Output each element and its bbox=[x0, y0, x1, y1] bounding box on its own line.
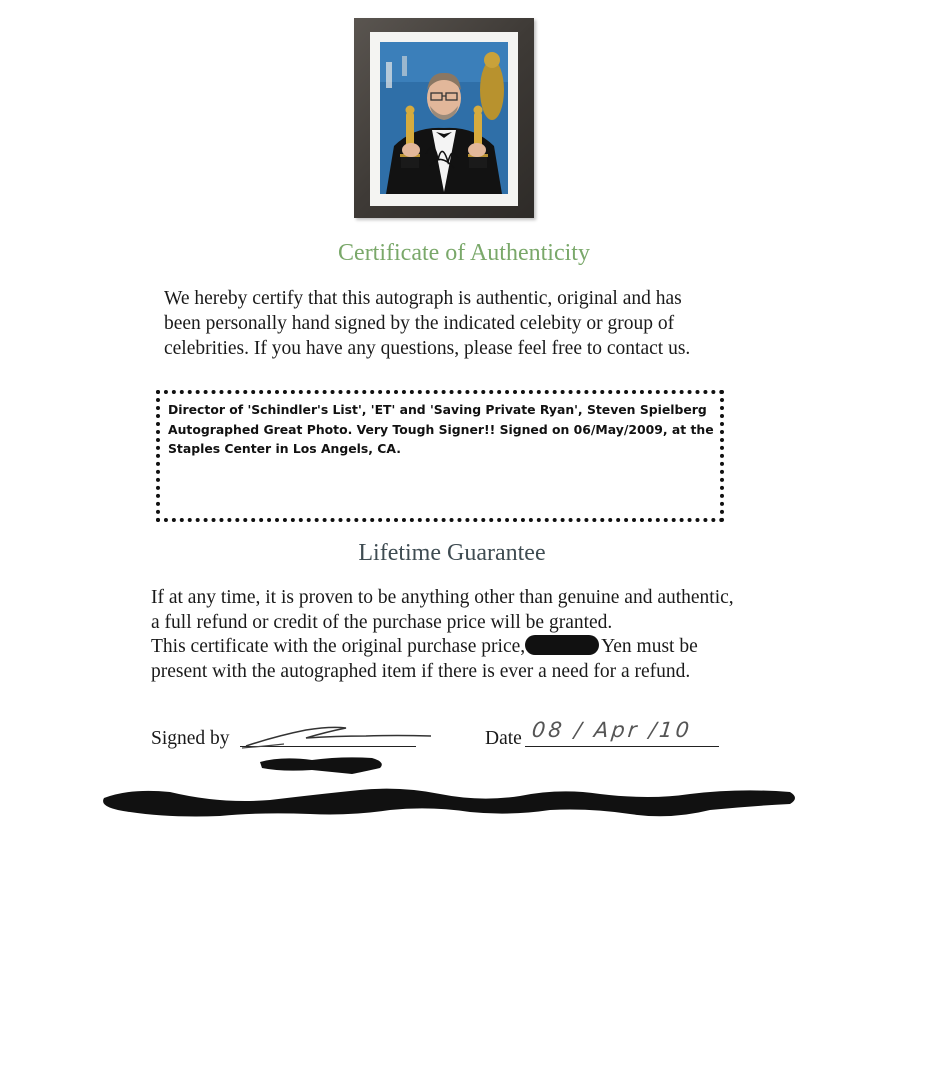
price-line-before: This certificate with the original purchase price, bbox=[151, 636, 526, 657]
description-line: Director of 'Schindler's List', 'ET' and 'Saving Private Ryan', Steven Spielberg bbox=[168, 402, 707, 417]
description-line: Autographed Great Photo. Very Tough Signer!! Signed on 06/May/2009, at the bbox=[168, 421, 714, 437]
photo-frame bbox=[354, 18, 534, 218]
item-description-box bbox=[156, 390, 724, 522]
photo-mat bbox=[370, 32, 518, 206]
name-redaction bbox=[252, 748, 392, 780]
guarantee-price-line bbox=[151, 635, 811, 660]
date-value: 08 / Apr /10 bbox=[530, 718, 694, 742]
date-label: Date bbox=[485, 728, 522, 749]
signed-by-label: Signed by bbox=[151, 728, 230, 749]
item-description bbox=[168, 400, 716, 459]
footer-redaction bbox=[90, 780, 802, 826]
intro-line: celebrities. If you have any questions, please feel free to contact us. bbox=[164, 338, 691, 359]
intro-line: We hereby certify that this autograph is authentic, original and has bbox=[164, 288, 682, 309]
guarantee-title: Lifetime Guarantee bbox=[358, 540, 546, 566]
intro-line: been personally hand signed by the indicated celebity or group of bbox=[164, 313, 675, 334]
intro-paragraph bbox=[164, 286, 764, 361]
handwritten-signature bbox=[236, 716, 436, 752]
description-line: Staples Center in Los Angels, CA. bbox=[168, 441, 401, 456]
price-line-after: Yen must be bbox=[601, 636, 698, 657]
date-line bbox=[525, 746, 719, 747]
guarantee-line: If at any time, it is proven to be anything other than genuine and authentic, bbox=[151, 587, 734, 608]
guarantee-line: present with the autographed item if there is ever a need for a refund. bbox=[151, 660, 691, 682]
guarantee-paragraph bbox=[151, 586, 811, 684]
certificate-title: Certificate of Authenticity bbox=[338, 240, 590, 266]
guarantee-line: a full refund or credit of the purchase price will be granted. bbox=[151, 611, 613, 633]
autographed-photo bbox=[380, 42, 508, 194]
price-redaction bbox=[525, 635, 599, 655]
